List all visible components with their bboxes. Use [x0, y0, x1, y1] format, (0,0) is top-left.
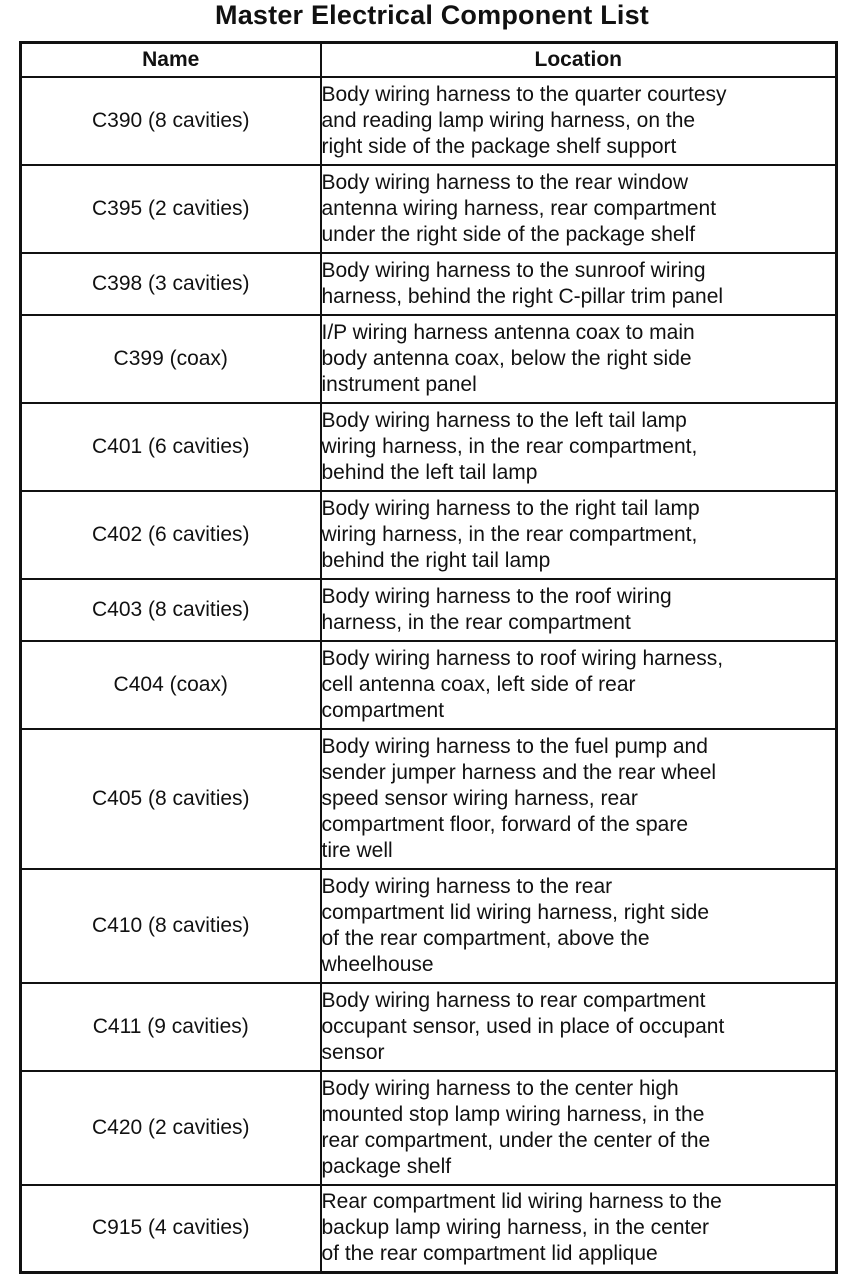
table-row	[21, 403, 837, 491]
component-location: Body wiring harness to roof wiring harness, cell antenna coax, left side of rear compartment	[321, 641, 837, 729]
table-row	[21, 1071, 837, 1185]
component-name: C915 (4 cavities)	[21, 1185, 321, 1273]
component-location: Body wiring harness to the left tail lamp wiring harness, in the rear compartment, behind the left tail lamp	[321, 403, 837, 491]
component-name: C420 (2 cavities)	[21, 1071, 321, 1185]
component-name: C404 (coax)	[21, 641, 321, 729]
table-header-row	[21, 43, 837, 77]
table-row	[21, 729, 837, 869]
component-location: I/P wiring harness antenna coax to main body antenna coax, below the right side instrument panel	[321, 315, 837, 403]
table-row	[21, 983, 837, 1071]
component-location: Body wiring harness to rear compartment occupant sensor, used in place of occupant sensor	[321, 983, 837, 1071]
component-name: C390 (8 cavities)	[21, 77, 321, 165]
table-row	[21, 253, 837, 315]
component-location: Rear compartment lid wiring harness to the backup lamp wiring harness, in the center of the rear compartment lid applique	[321, 1185, 837, 1273]
component-name: C398 (3 cavities)	[21, 253, 321, 315]
component-name: C411 (9 cavities)	[21, 983, 321, 1071]
table-row	[21, 491, 837, 579]
name-column-header: Name	[21, 43, 321, 77]
page-title: Master Electrical Component List	[215, 0, 649, 30]
component-location: Body wiring harness to the rear compartment lid wiring harness, right side of the rear compartment, above the wheelhouse	[321, 869, 837, 983]
table-row	[21, 1185, 837, 1273]
component-location: Body wiring harness to the center high mounted stop lamp wiring harness, in the rear compartment, under the center of the package shelf	[321, 1071, 837, 1185]
component-location: Body wiring harness to the quarter courtesy and reading lamp wiring harness, on the right side of the package shelf support	[321, 77, 837, 165]
component-location: Body wiring harness to the right tail lamp wiring harness, in the rear compartment, behind the right tail lamp	[321, 491, 837, 579]
component-name: C410 (8 cavities)	[21, 869, 321, 983]
table-row	[21, 315, 837, 403]
component-location: Body wiring harness to the sunroof wiring harness, behind the right C-pillar trim panel	[321, 253, 837, 315]
table-row	[21, 579, 837, 641]
component-location: Body wiring harness to the fuel pump and sender jumper harness and the rear wheel speed sensor wiring harness, rear compartment floor, forward of the spare tire well	[321, 729, 837, 869]
table-row	[21, 165, 837, 253]
table-row	[21, 641, 837, 729]
component-name: C403 (8 cavities)	[21, 579, 321, 641]
component-name: C401 (6 cavities)	[21, 403, 321, 491]
component-name: C405 (8 cavities)	[21, 729, 321, 869]
component-name: C402 (6 cavities)	[21, 491, 321, 579]
table-row	[21, 869, 837, 983]
table-row	[21, 77, 837, 165]
component-name: C395 (2 cavities)	[21, 165, 321, 253]
component-location: Body wiring harness to the roof wiring harness, in the rear compartment	[321, 579, 837, 641]
component-name: C399 (coax)	[21, 315, 321, 403]
component-table	[19, 41, 838, 1274]
component-location: Body wiring harness to the rear window antenna wiring harness, rear compartment under the right side of the package shelf	[321, 165, 837, 253]
location-column-header: Location	[321, 43, 837, 77]
